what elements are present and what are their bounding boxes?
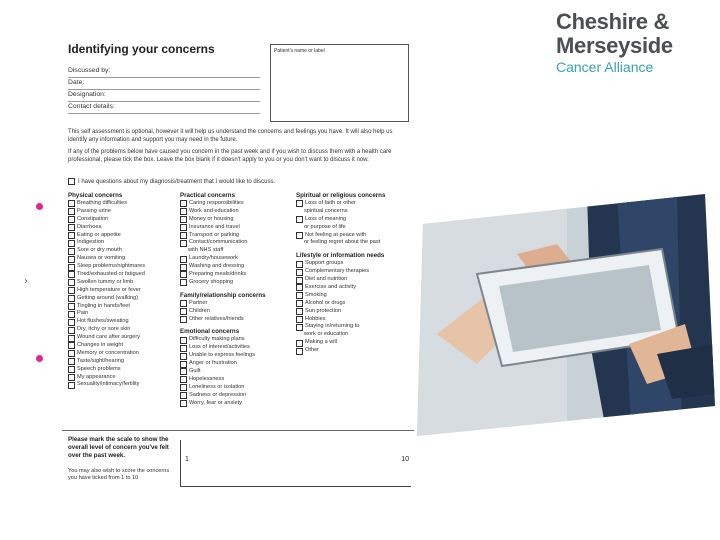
spiritual-concerns-column <box>296 192 385 355</box>
checkbox[interactable] <box>180 316 187 323</box>
logo-line-1: Cheshire & <box>556 9 670 34</box>
checklist-item <box>68 224 145 232</box>
checklist-item <box>180 376 266 384</box>
checklist-item-label: Support groups <box>305 260 344 267</box>
checkbox[interactable] <box>296 308 303 315</box>
checkbox[interactable] <box>68 224 75 231</box>
field-date: Date: <box>68 79 260 90</box>
question-label: I have questions about my diagnosis/treatment that I would like to discuss. <box>78 178 276 185</box>
checklist-item-label: Anger or frustration <box>189 360 237 367</box>
checklist-item-label: Sexuality/intimacy/fertility <box>77 381 140 388</box>
checkbox[interactable] <box>180 353 187 360</box>
checkbox[interactable] <box>68 287 75 294</box>
checklist-item <box>68 263 145 271</box>
spiritual-concerns-title: Spiritual or religious concerns <box>296 192 386 199</box>
checklist-item <box>180 316 266 324</box>
checklist-item <box>68 334 145 342</box>
checklist-item-label: Other relatives/friends <box>189 315 244 322</box>
checklist-item-continuation: spiritual concerns <box>304 207 348 214</box>
checklist-item-label: My appearance <box>77 373 116 380</box>
scale-high-label: 10 <box>401 456 409 463</box>
checklist-item-label: Money or housing <box>189 215 234 222</box>
lifestyle-needs-title: Lifestyle or information needs <box>296 252 385 260</box>
checkbox[interactable] <box>180 345 187 352</box>
checklist-item-label: Diarrhoea <box>77 223 102 230</box>
checklist-item <box>180 300 266 308</box>
checklist-item <box>296 260 385 268</box>
checklist-item <box>180 271 266 279</box>
bullet-marker <box>36 355 43 362</box>
physical-concerns-column <box>68 192 145 389</box>
form-title: Identifying your concerns <box>68 42 215 56</box>
checklist-item <box>180 336 266 344</box>
field-contact-details: Contact details: <box>68 103 260 114</box>
practical-concerns-column <box>180 192 266 407</box>
checkbox[interactable] <box>68 342 75 349</box>
checklist-item <box>180 224 266 232</box>
checkbox[interactable] <box>180 256 187 263</box>
checklist-item <box>296 339 385 347</box>
patient-label: Patient's name or label <box>274 48 325 54</box>
field-designation: Designation: <box>68 91 260 102</box>
checkbox[interactable] <box>180 300 187 307</box>
checkbox[interactable] <box>296 200 303 207</box>
checkbox[interactable] <box>180 400 187 407</box>
checklist-item-label: Loss of meaning <box>305 215 347 222</box>
checklist-item <box>180 400 266 408</box>
checkbox[interactable] <box>180 224 187 231</box>
checkbox[interactable] <box>68 240 75 247</box>
checklist-item <box>180 255 266 263</box>
checkbox[interactable] <box>296 292 303 299</box>
divider <box>62 430 414 431</box>
checklist-item <box>180 392 266 400</box>
family-concerns-title: Family/relationship concerns <box>180 291 266 299</box>
practical-concerns-title: Practical concerns <box>180 192 236 199</box>
checklist-item-label: Smoking <box>305 291 327 298</box>
checklist-item <box>68 287 145 295</box>
checklist-item-label: Sore or dry mouth <box>77 247 122 254</box>
checkbox[interactable] <box>68 374 75 381</box>
checklist-item <box>68 271 145 279</box>
checklist-item-label: Exercise and activity <box>305 284 356 291</box>
checklist-item-label: Sadness or depression <box>189 391 247 398</box>
checklist-item-label: Speech problems <box>77 365 121 372</box>
checkbox[interactable] <box>68 232 75 239</box>
checklist-item-label: Not feeling at peace with <box>305 231 367 238</box>
checklist-item <box>296 347 385 355</box>
checkbox[interactable] <box>296 269 303 276</box>
checklist-item <box>180 216 266 224</box>
checkbox[interactable] <box>68 295 75 302</box>
checklist-item-label: Loss of faith or other <box>305 200 356 206</box>
checklist-item-label: Nausea or vomiting <box>77 255 126 262</box>
checklist-item-label: Sleep problems/nightmares <box>77 263 146 270</box>
checklist-item-label: Laundry/housework <box>189 255 238 262</box>
checklist-item <box>180 344 266 352</box>
checklist-item <box>180 208 266 216</box>
checklist-item <box>296 284 385 292</box>
checklist-item-label: Worry, fear or anxiety <box>189 399 242 406</box>
checkbox[interactable] <box>68 303 75 310</box>
checklist-item-label: Contact/communication <box>189 239 248 246</box>
checkbox[interactable] <box>68 311 75 318</box>
checklist-item-continuation: or feeling regret about the past <box>304 239 381 246</box>
physical-concerns-title: Physical concerns <box>68 192 123 199</box>
checklist-item <box>296 276 385 284</box>
cheshire-merseyside-logo <box>556 10 673 76</box>
checklist-item <box>296 323 385 331</box>
emotional-concerns-title: Emotional concerns <box>180 328 240 336</box>
checklist-item <box>180 263 266 271</box>
checkbox[interactable] <box>296 232 303 239</box>
checkbox[interactable] <box>296 216 303 223</box>
checklist-item <box>68 216 145 224</box>
checkbox[interactable] <box>180 392 187 399</box>
checkbox[interactable] <box>296 300 303 307</box>
checkbox[interactable] <box>68 271 75 278</box>
checklist-item-label: Loss of interest/activities <box>189 344 250 351</box>
checklist-item <box>180 368 266 376</box>
checklist-item-label: Changes in weight <box>77 342 124 349</box>
checklist-item-label: Hopelessness <box>189 375 225 382</box>
checklist-item-label: Grocery shopping <box>189 278 234 285</box>
checklist-item-label: Hobbies <box>305 315 326 322</box>
checkbox[interactable] <box>68 208 75 215</box>
checklist-item-label: Washing and dressing <box>189 263 245 270</box>
checklist-item-label: Difficulty making plans <box>189 336 245 343</box>
checkbox[interactable] <box>180 208 187 215</box>
checklist-item-label: Making a will <box>305 339 338 346</box>
scale-low-label: 1 <box>185 456 189 463</box>
checklist-item-label: Tingling in hands/feet <box>77 302 130 309</box>
checkbox[interactable] <box>296 284 303 291</box>
checkbox[interactable] <box>180 279 187 286</box>
checklist-item-label: Caring responsibilities <box>189 200 244 206</box>
checklist-item <box>68 381 145 389</box>
checklist-item <box>296 268 385 276</box>
checklist-item <box>296 232 385 240</box>
checklist-item <box>296 292 385 300</box>
checkbox[interactable] <box>68 279 75 286</box>
checklist-item <box>180 360 266 368</box>
checklist-item-label: Diet and nutrition <box>305 276 348 283</box>
checklist-item <box>180 232 266 240</box>
checklist-item-continuation: or purpose of life <box>304 223 346 230</box>
checkbox[interactable] <box>296 348 303 355</box>
checklist-item-label: Staying in/returning to <box>305 323 360 330</box>
checklist-item <box>68 326 145 334</box>
checklist-item <box>296 316 385 324</box>
intro-paragraph: This self assessment is optional, however it will help us understand the concerns and feelings you have. It will also help us identify any information and support you may need in the future. <box>68 129 393 143</box>
patient-label-box <box>270 44 409 122</box>
checklist-item <box>68 318 145 326</box>
checklist-item <box>180 239 266 247</box>
checklist-item-label: Constipation <box>77 215 109 222</box>
checkbox[interactable] <box>180 216 187 223</box>
tablet-handover-photo <box>417 194 715 436</box>
checklist-item-label: Partner <box>189 299 208 306</box>
checkbox[interactable] <box>68 366 75 373</box>
checklist-item-label: Sun protection <box>305 307 342 314</box>
checkbox[interactable] <box>68 216 75 223</box>
checklist-item-label: Eating or appetite <box>77 231 121 238</box>
checklist-item-label: Taste/sight/hearing <box>77 357 124 364</box>
checklist-item-label: Wound care after surgery <box>77 334 141 341</box>
checklist-item-label: Pain <box>77 310 89 317</box>
checkbox[interactable] <box>296 324 303 331</box>
logo-line-3: Cancer Alliance <box>556 59 654 75</box>
checklist-item-label: Unable to express feelings <box>189 352 255 359</box>
checklist-item-label: Preparing meals/drinks <box>189 271 247 278</box>
checklist-item-continuation: with NHS staff <box>188 247 224 254</box>
checklist-item <box>68 239 145 247</box>
checklist-item <box>180 279 266 287</box>
checkbox[interactable] <box>180 264 187 271</box>
checklist-item <box>68 358 145 366</box>
checklist-item-label: Other <box>305 347 319 354</box>
checklist-item <box>68 208 145 216</box>
checklist-item-label: Indigestion <box>77 239 105 246</box>
checklist-item-label: Hot flushes/sweating <box>77 318 129 325</box>
checklist-item-label: Children <box>189 307 210 314</box>
checklist-item-label: Transport or parking <box>189 231 240 238</box>
checklist-item-label: Insurance and travel <box>189 223 240 230</box>
checklist-item <box>296 200 385 208</box>
checklist-item-label: Memory or concentration <box>77 349 139 356</box>
checklist-item-label: Dry, itchy or sore skin <box>77 326 131 333</box>
checkbox[interactable] <box>180 240 187 247</box>
checkbox[interactable] <box>180 368 187 375</box>
checklist-item <box>68 255 145 263</box>
checklist-item-label: Swollen tummy or limb <box>77 278 134 285</box>
caret-right-icon: › <box>24 276 28 287</box>
checklist-item <box>180 384 266 392</box>
logo-line-2: Merseyside <box>556 33 673 58</box>
checklist-item-label: Alcohol or drugs <box>305 299 346 306</box>
checklist-item <box>296 216 385 224</box>
checklist-item <box>68 200 145 208</box>
checklist-item <box>68 374 145 382</box>
checkbox[interactable] <box>68 382 75 389</box>
checklist-item-label: Breathing difficulties <box>77 200 127 206</box>
checkbox[interactable] <box>180 200 187 207</box>
checklist-item <box>180 200 266 208</box>
checklist-item <box>180 352 266 360</box>
bullet-marker <box>36 203 43 210</box>
checkbox[interactable] <box>68 319 75 326</box>
checklist-item <box>68 310 145 318</box>
checklist-item-label: Tired/exhausted or fatigued <box>77 271 145 278</box>
checkbox[interactable] <box>68 248 75 255</box>
scale-subtitle: You may also wish to score the concerns you have ticked from 1 to 10 <box>68 468 170 481</box>
checklist-item <box>68 232 145 240</box>
checklist-item <box>68 342 145 350</box>
checklist-item <box>68 350 145 358</box>
checklist-item <box>68 279 145 287</box>
checklist-item <box>68 247 145 255</box>
checklist-item <box>68 303 145 311</box>
checkbox[interactable] <box>68 200 75 207</box>
checklist-item-label: Guilt <box>189 368 201 375</box>
checklist-item-label: Work and education <box>189 207 239 214</box>
checklist-item <box>296 308 385 316</box>
concerns-form <box>62 38 414 488</box>
checkbox[interactable] <box>180 384 187 391</box>
field-discussed-by: Discussed by: <box>68 67 260 78</box>
checkbox[interactable] <box>296 277 303 284</box>
checkbox[interactable] <box>68 327 75 334</box>
scale-title: Please mark the scale to show the overall level of concern you've felt over the past week. <box>68 436 169 459</box>
instructions-paragraph: If any of the problems below have caused you concern in the past week and if you wish to discuss them with a health care professional, please tick the box. Leave the box blank if it doesn't apply to you or you don't want to discuss it now. <box>68 149 392 163</box>
checklist-item <box>68 366 145 374</box>
checklist-item-label: Getting around (walking) <box>77 294 138 301</box>
checklist-item <box>180 308 266 316</box>
concern-scale[interactable] <box>180 440 411 487</box>
checklist-item-label: High temperature or fever <box>77 286 141 293</box>
checklist-item <box>296 300 385 308</box>
checkbox[interactable] <box>180 337 187 344</box>
checkbox[interactable] <box>296 261 303 268</box>
checkbox[interactable] <box>68 178 75 185</box>
question-row <box>68 178 275 185</box>
checkbox[interactable] <box>180 232 187 239</box>
checkbox[interactable] <box>68 350 75 357</box>
checkbox[interactable] <box>296 340 303 347</box>
checkbox[interactable] <box>68 264 75 271</box>
checkbox[interactable] <box>68 358 75 365</box>
checkbox[interactable] <box>68 335 75 342</box>
checkbox[interactable] <box>296 316 303 323</box>
checkbox[interactable] <box>180 361 187 368</box>
checklist-item-label: Complementary therapies <box>305 268 370 275</box>
checklist-item <box>68 295 145 303</box>
checkbox[interactable] <box>180 376 187 383</box>
checklist-item-label: Loneliness or isolation <box>189 383 245 390</box>
checkbox[interactable] <box>68 256 75 263</box>
checklist-item-label: Passing urine <box>77 207 111 214</box>
checklist-item-continuation: work or education <box>304 331 349 338</box>
checkbox[interactable] <box>180 308 187 315</box>
checkbox[interactable] <box>180 271 187 278</box>
